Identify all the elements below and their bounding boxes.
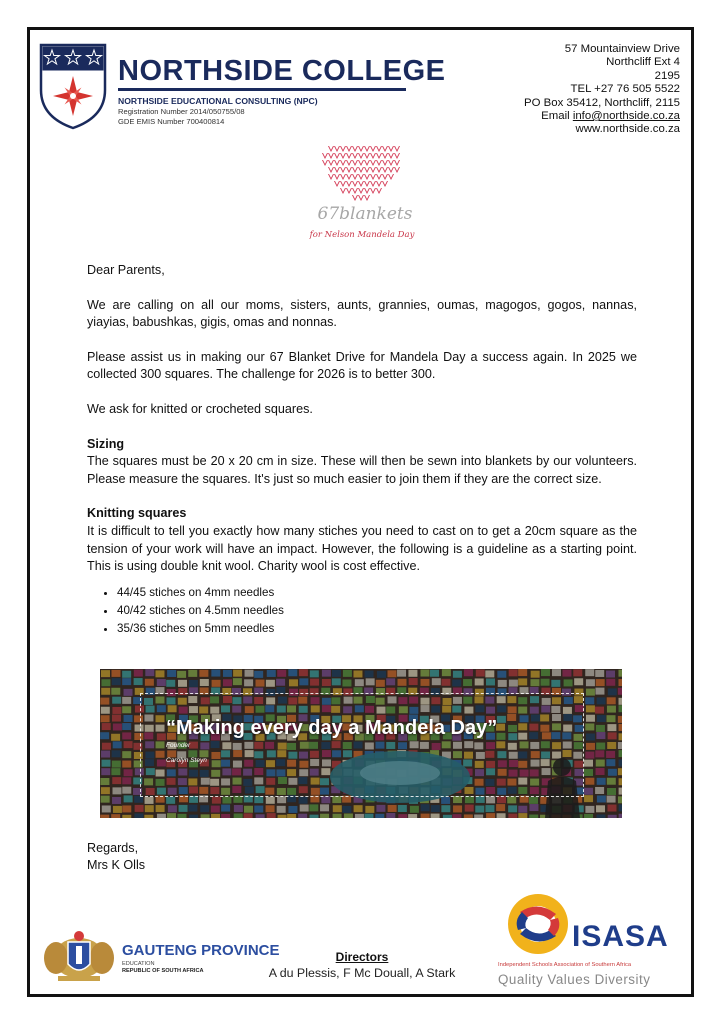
list-item: • 35/36 stiches on 5mm needles — [117, 620, 637, 638]
regards-text: Regards, — [87, 841, 139, 855]
greeting: Dear Parents, — [87, 263, 165, 277]
address-line1: 57 Mountainview Drive — [564, 43, 680, 55]
po-box: PO Box 35412, Northcliff, 2115 — [524, 96, 680, 109]
registration-info — [118, 107, 245, 127]
isasa-emblem-icon — [498, 890, 578, 960]
email-link[interactable]: info@northside.co.za — [572, 110, 680, 123]
logo-title: 67blankets — [317, 204, 413, 224]
founder-label: Founder — [166, 742, 191, 749]
emis-number: GDE EMIS Number 700400814 — [118, 117, 225, 126]
gauteng-department: EDUCATION — [122, 961, 155, 967]
isasa-logo — [498, 890, 680, 990]
address-line3: 2195 — [654, 69, 680, 82]
knitted-heart-icon — [292, 142, 432, 204]
letter-body — [87, 262, 637, 638]
telephone: TEL +27 76 505 5522 — [570, 83, 680, 96]
founder-name: Carolyn Steyn — [166, 757, 207, 764]
email-line — [524, 110, 680, 123]
logo-subtitle: for Nelson Mandela Day — [309, 230, 415, 240]
directors — [262, 950, 462, 980]
banner-dashed-frame — [140, 693, 584, 797]
paragraph-1: We are calling on all our moms, sisters, aunts, grannies, oumas, magogos, gogos, nannas, yiayias, babushkas, gigis, omas and nonnas. — [87, 297, 637, 330]
67-blankets-logo — [292, 142, 432, 252]
registration-number: Registration Number 2014/050755/08 — [118, 107, 245, 116]
knitting-heading: Knitting squares — [87, 506, 187, 521]
mandela-day-banner — [100, 669, 622, 818]
paragraph-2: Please assist us in making our 67 Blanket Drive for Mandela Day a success again. In 2025 we collected 300 squares. The challenge for 2026 is to better 300. — [87, 349, 637, 382]
isasa-wordmark: ISASA — [572, 920, 669, 953]
paragraph-3: We ask for knitted or crocheted squares. — [87, 401, 313, 416]
isasa-motto: Quality Values Diversity — [498, 972, 651, 987]
consulting-name: NORTHSIDE EDUCATIONAL CONSULTING (NPC) — [118, 96, 318, 106]
closing — [87, 840, 145, 874]
website[interactable]: www.northside.co.za — [575, 123, 680, 136]
signature-name: Mrs K Olls — [87, 858, 146, 872]
list-item: • 44/45 stiches on 4mm needles — [117, 584, 637, 602]
list-item: • 40/42 stiches on 4.5mm needles — [117, 602, 637, 620]
gauteng-country: REPUBLIC OF SOUTH AFRICA — [122, 968, 204, 974]
gauteng-logo — [38, 928, 280, 984]
gauteng-title: GAUTENG PROVINCE — [122, 942, 280, 959]
contact-address — [524, 43, 680, 137]
college-crest-icon — [38, 42, 108, 130]
email-prefix: Email — [541, 110, 573, 123]
directors-heading: Directors — [335, 950, 389, 964]
banner-quote: “Making every day a Mandela Day” — [166, 717, 498, 739]
knitting-text: It is difficult to tell you exactly how many stiches you need to cast on to get a 20cm square as the tension of your work will have an impact. However, the following is a guideline as a starting point. This is using double knit wool. Charity wool is cost effective. — [87, 523, 637, 574]
sizing-heading: Sizing — [87, 436, 125, 451]
sizing-text: The squares must be 20 x 20 cm in size. These will then be sewn into blankets by our volunteers. Please measure the squares. It's just so much easier to join them if they are the correct size. — [87, 454, 637, 486]
coat-of-arms-icon — [38, 928, 120, 984]
title-rule — [118, 88, 406, 91]
address-line2: Northcliff Ext 4 — [606, 56, 680, 69]
isasa-fullname: Independent Schools Association of Southern Africa — [498, 962, 632, 968]
college-name: NORTHSIDE COLLEGE — [118, 55, 446, 87]
directors-names: A du Plessis, F Mc Douall, A Stark — [268, 966, 456, 980]
guideline-list — [87, 584, 637, 638]
